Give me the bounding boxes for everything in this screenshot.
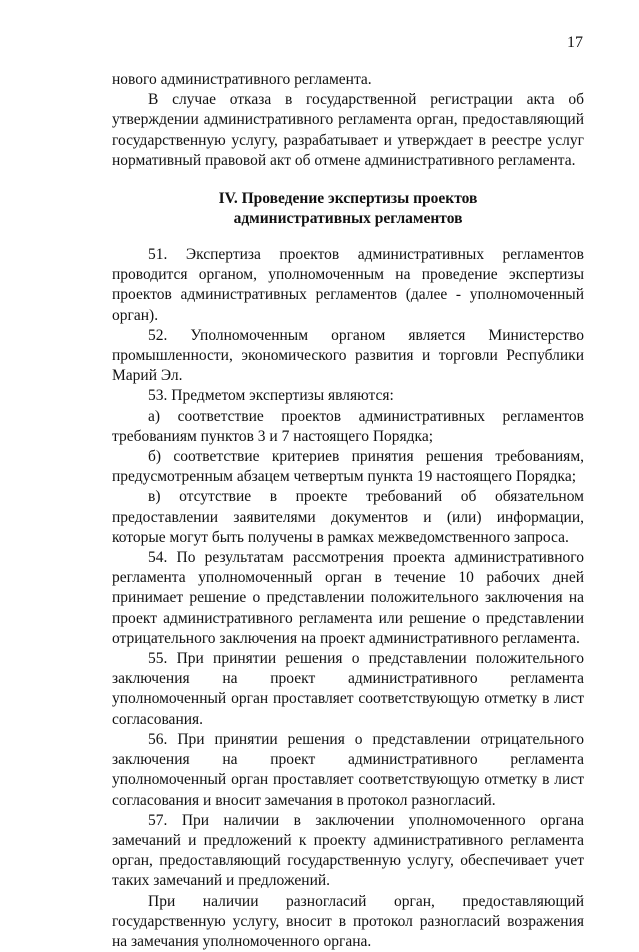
paragraph-54: 54. По результатам рассмотрения проекта административного регламента уполномоченный орган в течение 10 рабочих дней принимает решение о представлении положительного заключения на проект административного регламента или решение о представлении отрицательного заключения на проект административного регламента. [112,549,584,647]
paragraph-57: 57. При наличии в заключении уполномоченного органа замечаний и предложений к проекту административного регламента орган, предоставляющий государственную услугу, обеспечивает учет таких замечаний и предложений. [112,811,584,890]
intro-paragraph: В случае отказа в государственной регистрации акта об утверждении административного регламента орган, предоставляющий государственную услугу, разрабатывает и утверждает в реестре услуг нормативный правовой акт об отмене административного регламента. [112,91,584,169]
paragraph-53-b: б) соответствие критериев принятия решения требованиям, предусмотренным абзацем четвертым пункта 19 настоящего Порядка; [112,448,584,486]
section-title-line-1: IV. Проведение экспертизы проектов [218,190,478,208]
document-body [112,70,584,952]
paragraph-53-c: в) отсутствие в проекте требований об обязательном предоставлении заявителями документов и (или) информации, которые могут быть получены в рамках межведомственного запроса. [112,488,584,546]
page-number: 17 [567,34,583,51]
section-title-line-2: административных регламентов [233,210,463,228]
paragraph-53-a: а) соответствие проектов административных регламентов требованиям пунктов 3 и 7 настоящего Порядка; [112,407,584,445]
paragraph-52: 52. Уполномоченным органом является Министерство промышленности, экономического развития и торговли Республики Марий Эл. [112,326,584,385]
paragraph-56: 56. При принятии решения о представлении отрицательного заключения на проект административного регламента уполномоченный орган проставляет соответствующую отметку в лист согласования и вносит замечания в протокол разногласий. [112,730,584,809]
section-heading [112,189,584,229]
paragraph-53: 53. Предметом экспертизы являются: [148,387,394,405]
paragraph-57-disagreements: При наличии разногласий орган, предоставляющий государственную услугу, вносит в протокол разногласий возражения на замечания уполномоченного органа. [112,892,584,950]
intro-line: нового административного регламента. [112,71,372,88]
paragraph-55: 55. При принятии решения о представлении положительного заключения на проект административного регламента уполномоченный орган проставляет соответствующую отметку в лист согласования. [112,650,584,728]
paragraph-51: 51. Экспертиза проектов административных регламентов проводится органом, уполномоченным на проведение экспертизы проектов административных регламентов (далее - уполномоченный орган). [112,246,584,324]
